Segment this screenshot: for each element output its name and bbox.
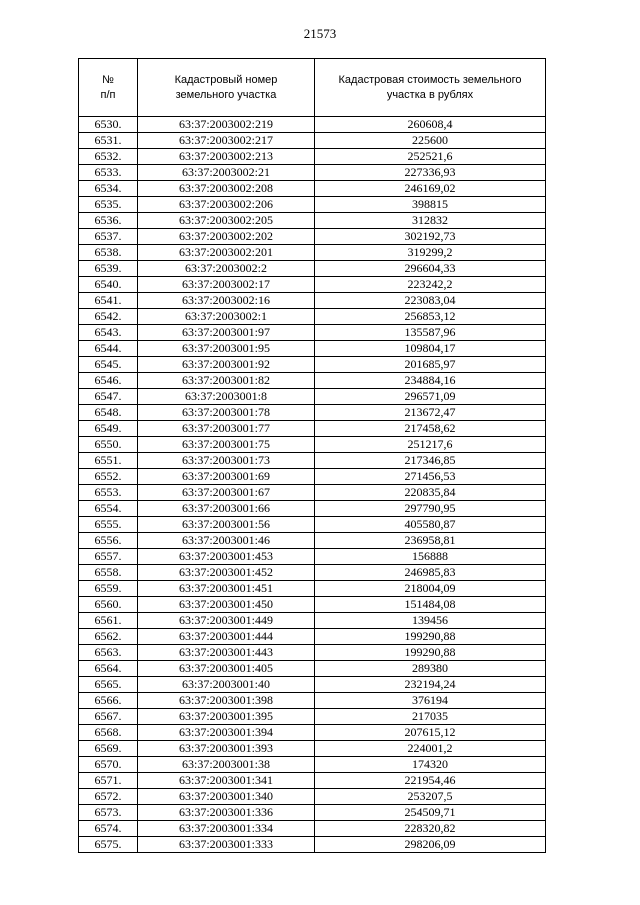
row-number-cell: 6557. bbox=[79, 549, 138, 565]
cadastral-number-cell: 63:37:2003001:405 bbox=[138, 661, 315, 677]
table-row bbox=[79, 453, 546, 469]
table-row bbox=[79, 325, 546, 341]
cadastral-value-cell: 398815 bbox=[315, 197, 546, 213]
table-row bbox=[79, 229, 546, 245]
row-number-cell: 6552. bbox=[79, 469, 138, 485]
cadastral-number-cell: 63:37:2003002:219 bbox=[138, 117, 315, 133]
cadastral-value-cell: 232194,24 bbox=[315, 677, 546, 693]
cadastral-value-cell: 256853,12 bbox=[315, 309, 546, 325]
table-row bbox=[79, 485, 546, 501]
cadastral-value-cell: 207615,12 bbox=[315, 725, 546, 741]
table-row bbox=[79, 677, 546, 693]
cadastral-value-cell: 319299,2 bbox=[315, 245, 546, 261]
cadastral-number-cell: 63:37:2003002:208 bbox=[138, 181, 315, 197]
row-number-cell: 6533. bbox=[79, 165, 138, 181]
cadastral-value-cell: 289380 bbox=[315, 661, 546, 677]
cadastral-value-cell: 312832 bbox=[315, 213, 546, 229]
cadastral-number-cell: 63:37:2003001:333 bbox=[138, 837, 315, 853]
table-row bbox=[79, 501, 546, 517]
table-row bbox=[79, 629, 546, 645]
table-row bbox=[79, 117, 546, 133]
cadastral-number-cell: 63:37:2003001:449 bbox=[138, 613, 315, 629]
cadastral-value-cell: 228320,82 bbox=[315, 821, 546, 837]
row-number-cell: 6575. bbox=[79, 837, 138, 853]
row-number-cell: 6574. bbox=[79, 821, 138, 837]
row-number-cell: 6570. bbox=[79, 757, 138, 773]
cadastral-number-cell: 63:37:2003002:201 bbox=[138, 245, 315, 261]
table-row bbox=[79, 213, 546, 229]
cadastral-number-cell: 63:37:2003001:78 bbox=[138, 405, 315, 421]
table-row bbox=[79, 165, 546, 181]
cadastral-value-cell: 405580,87 bbox=[315, 517, 546, 533]
cadastral-number-cell: 63:37:2003001:40 bbox=[138, 677, 315, 693]
cadastral-value-cell: 151484,08 bbox=[315, 597, 546, 613]
row-number-cell: 6532. bbox=[79, 149, 138, 165]
cadastral-value-cell: 224001,2 bbox=[315, 741, 546, 757]
cadastral-number-cell: 63:37:2003002:213 bbox=[138, 149, 315, 165]
cadastral-number-cell: 63:37:2003002:217 bbox=[138, 133, 315, 149]
table-row bbox=[79, 613, 546, 629]
cadastral-number-cell: 63:37:2003001:75 bbox=[138, 437, 315, 453]
cadastral-value-table bbox=[78, 58, 546, 853]
table-row bbox=[79, 661, 546, 677]
table-row bbox=[79, 741, 546, 757]
cadastral-number-cell: 63:37:2003002:16 bbox=[138, 293, 315, 309]
table-row bbox=[79, 373, 546, 389]
row-number-cell: 6546. bbox=[79, 373, 138, 389]
row-number-cell: 6569. bbox=[79, 741, 138, 757]
cadastral-number-cell: 63:37:2003001:453 bbox=[138, 549, 315, 565]
row-number-cell: 6541. bbox=[79, 293, 138, 309]
cadastral-value-cell: 217346,85 bbox=[315, 453, 546, 469]
cadastral-number-cell: 63:37:2003001:340 bbox=[138, 789, 315, 805]
row-number-cell: 6538. bbox=[79, 245, 138, 261]
table-row bbox=[79, 245, 546, 261]
row-number-cell: 6531. bbox=[79, 133, 138, 149]
row-number-cell: 6571. bbox=[79, 773, 138, 789]
table-row bbox=[79, 197, 546, 213]
table-row bbox=[79, 437, 546, 453]
row-number-cell: 6543. bbox=[79, 325, 138, 341]
cadastral-value-cell: 227336,93 bbox=[315, 165, 546, 181]
row-number-cell: 6535. bbox=[79, 197, 138, 213]
row-number-cell: 6572. bbox=[79, 789, 138, 805]
cadastral-number-cell: 63:37:2003002:17 bbox=[138, 277, 315, 293]
cadastral-number-cell: 63:37:2003001:97 bbox=[138, 325, 315, 341]
cadastral-value-cell: 223242,2 bbox=[315, 277, 546, 293]
table-row bbox=[79, 773, 546, 789]
cadastral-number-cell: 63:37:2003001:77 bbox=[138, 421, 315, 437]
cadastral-number-cell: 63:37:2003001:92 bbox=[138, 357, 315, 373]
cadastral-value-cell: 199290,88 bbox=[315, 629, 546, 645]
page-number: 21573 bbox=[303, 26, 337, 41]
row-number-cell: 6563. bbox=[79, 645, 138, 661]
cadastral-value-cell: 217035 bbox=[315, 709, 546, 725]
cadastral-number-cell: 63:37:2003001:66 bbox=[138, 501, 315, 517]
table-row bbox=[79, 693, 546, 709]
cadastral-number-cell: 63:37:2003001:67 bbox=[138, 485, 315, 501]
row-number-cell: 6547. bbox=[79, 389, 138, 405]
table-row bbox=[79, 581, 546, 597]
cadastral-value-cell: 221954,46 bbox=[315, 773, 546, 789]
cadastral-value-cell: 246169,02 bbox=[315, 181, 546, 197]
cadastral-number-cell: 63:37:2003001:69 bbox=[138, 469, 315, 485]
cadastral-value-cell: 201685,97 bbox=[315, 357, 546, 373]
cadastral-number-cell: 63:37:2003001:395 bbox=[138, 709, 315, 725]
cadastral-number-cell: 63:37:2003002:2 bbox=[138, 261, 315, 277]
cadastral-number-cell: 63:37:2003002:206 bbox=[138, 197, 315, 213]
header-cadastral-number bbox=[138, 59, 315, 117]
cadastral-value-cell: 218004,09 bbox=[315, 581, 546, 597]
cadastral-value-cell: 253207,5 bbox=[315, 789, 546, 805]
table-row bbox=[79, 421, 546, 437]
table-row bbox=[79, 309, 546, 325]
cadastral-value-cell: 246985,83 bbox=[315, 565, 546, 581]
cadastral-value-cell: 236958,81 bbox=[315, 533, 546, 549]
cadastral-value-cell: 302192,73 bbox=[315, 229, 546, 245]
row-number-cell: 6536. bbox=[79, 213, 138, 229]
row-number-cell: 6560. bbox=[79, 597, 138, 613]
table-row bbox=[79, 837, 546, 853]
cadastral-number-cell: 63:37:2003001:336 bbox=[138, 805, 315, 821]
header-cadastral-number-label: Кадастровый номер земельного участка bbox=[174, 73, 278, 101]
cadastral-number-cell: 63:37:2003002:21 bbox=[138, 165, 315, 181]
cadastral-value-cell: 296571,09 bbox=[315, 389, 546, 405]
cadastral-value-cell: 135587,96 bbox=[315, 325, 546, 341]
cadastral-value-cell: 223083,04 bbox=[315, 293, 546, 309]
cadastral-value-cell: 139456 bbox=[315, 613, 546, 629]
cadastral-number-cell: 63:37:2003001:452 bbox=[138, 565, 315, 581]
cadastral-value-cell: 271456,53 bbox=[315, 469, 546, 485]
header-row-number bbox=[79, 59, 138, 117]
table-row bbox=[79, 645, 546, 661]
table-body bbox=[79, 117, 546, 853]
cadastral-number-cell: 63:37:2003002:202 bbox=[138, 229, 315, 245]
cadastral-number-cell: 63:37:2003001:56 bbox=[138, 517, 315, 533]
table-row bbox=[79, 469, 546, 485]
cadastral-number-cell: 63:37:2003002:205 bbox=[138, 213, 315, 229]
table-row bbox=[79, 757, 546, 773]
cadastral-value-cell: 296604,33 bbox=[315, 261, 546, 277]
row-number-cell: 6556. bbox=[79, 533, 138, 549]
row-number-cell: 6564. bbox=[79, 661, 138, 677]
row-number-cell: 6540. bbox=[79, 277, 138, 293]
row-number-cell: 6566. bbox=[79, 693, 138, 709]
cadastral-number-cell: 63:37:2003001:8 bbox=[138, 389, 315, 405]
table-header-row bbox=[79, 59, 546, 117]
table-row bbox=[79, 565, 546, 581]
row-number-cell: 6568. bbox=[79, 725, 138, 741]
row-number-cell: 6562. bbox=[79, 629, 138, 645]
cadastral-number-cell: 63:37:2003001:38 bbox=[138, 757, 315, 773]
cadastral-value-cell: 234884,16 bbox=[315, 373, 546, 389]
cadastral-number-cell: 63:37:2003001:46 bbox=[138, 533, 315, 549]
cadastral-value-cell: 156888 bbox=[315, 549, 546, 565]
table-row bbox=[79, 597, 546, 613]
cadastral-number-cell: 63:37:2003001:341 bbox=[138, 773, 315, 789]
table-row bbox=[79, 789, 546, 805]
cadastral-number-cell: 63:37:2003001:394 bbox=[138, 725, 315, 741]
table-row bbox=[79, 405, 546, 421]
row-number-cell: 6559. bbox=[79, 581, 138, 597]
cadastral-number-cell: 63:37:2003001:334 bbox=[138, 821, 315, 837]
cadastral-number-cell: 63:37:2003001:73 bbox=[138, 453, 315, 469]
cadastral-value-cell: 376194 bbox=[315, 693, 546, 709]
row-number-cell: 6558. bbox=[79, 565, 138, 581]
cadastral-value-cell: 199290,88 bbox=[315, 645, 546, 661]
cadastral-value-cell: 252521,6 bbox=[315, 149, 546, 165]
cadastral-value-cell: 260608,4 bbox=[315, 117, 546, 133]
row-number-cell: 6567. bbox=[79, 709, 138, 725]
table-row bbox=[79, 149, 546, 165]
table-row bbox=[79, 389, 546, 405]
row-number-cell: 6537. bbox=[79, 229, 138, 245]
cadastral-value-cell: 251217,6 bbox=[315, 437, 546, 453]
row-number-cell: 6545. bbox=[79, 357, 138, 373]
table-row bbox=[79, 277, 546, 293]
row-number-cell: 6565. bbox=[79, 677, 138, 693]
cadastral-number-cell: 63:37:2003001:450 bbox=[138, 597, 315, 613]
cadastral-value-cell: 109804,17 bbox=[315, 341, 546, 357]
cadastral-number-cell: 63:37:2003002:1 bbox=[138, 309, 315, 325]
cadastral-value-cell: 217458,62 bbox=[315, 421, 546, 437]
cadastral-value-cell: 297790,95 bbox=[315, 501, 546, 517]
cadastral-number-cell: 63:37:2003001:451 bbox=[138, 581, 315, 597]
table-row bbox=[79, 725, 546, 741]
row-number-cell: 6573. bbox=[79, 805, 138, 821]
row-number-cell: 6534. bbox=[79, 181, 138, 197]
table-row bbox=[79, 293, 546, 309]
row-number-cell: 6555. bbox=[79, 517, 138, 533]
cadastral-number-cell: 63:37:2003001:444 bbox=[138, 629, 315, 645]
cadastral-value-cell: 220835,84 bbox=[315, 485, 546, 501]
row-number-cell: 6561. bbox=[79, 613, 138, 629]
table-row bbox=[79, 709, 546, 725]
cadastral-number-cell: 63:37:2003001:393 bbox=[138, 741, 315, 757]
table-row bbox=[79, 549, 546, 565]
table-row bbox=[79, 133, 546, 149]
header-row-number-label: № п/п bbox=[100, 73, 116, 101]
cadastral-number-cell: 63:37:2003001:398 bbox=[138, 693, 315, 709]
row-number-cell: 6554. bbox=[79, 501, 138, 517]
row-number-cell: 6548. bbox=[79, 405, 138, 421]
table-row bbox=[79, 181, 546, 197]
table-row bbox=[79, 357, 546, 373]
row-number-cell: 6542. bbox=[79, 309, 138, 325]
row-number-cell: 6539. bbox=[79, 261, 138, 277]
table-row bbox=[79, 821, 546, 837]
cadastral-value-cell: 213672,47 bbox=[315, 405, 546, 421]
table-row bbox=[79, 805, 546, 821]
row-number-cell: 6550. bbox=[79, 437, 138, 453]
cadastral-value-cell: 225600 bbox=[315, 133, 546, 149]
row-number-cell: 6549. bbox=[79, 421, 138, 437]
cadastral-number-cell: 63:37:2003001:82 bbox=[138, 373, 315, 389]
row-number-cell: 6530. bbox=[79, 117, 138, 133]
table-row bbox=[79, 533, 546, 549]
cadastral-value-cell: 254509,71 bbox=[315, 805, 546, 821]
cadastral-value-cell: 174320 bbox=[315, 757, 546, 773]
row-number-cell: 6551. bbox=[79, 453, 138, 469]
table-row bbox=[79, 517, 546, 533]
cadastral-value-cell: 298206,09 bbox=[315, 837, 546, 853]
header-cadastral-value-label: Кадастровая стоимость земельного участка в рублях bbox=[338, 73, 522, 101]
table-row bbox=[79, 341, 546, 357]
row-number-cell: 6544. bbox=[79, 341, 138, 357]
cadastral-number-cell: 63:37:2003001:95 bbox=[138, 341, 315, 357]
row-number-cell: 6553. bbox=[79, 485, 138, 501]
header-cadastral-value bbox=[315, 59, 546, 117]
cadastral-number-cell: 63:37:2003001:443 bbox=[138, 645, 315, 661]
table-row bbox=[79, 261, 546, 277]
